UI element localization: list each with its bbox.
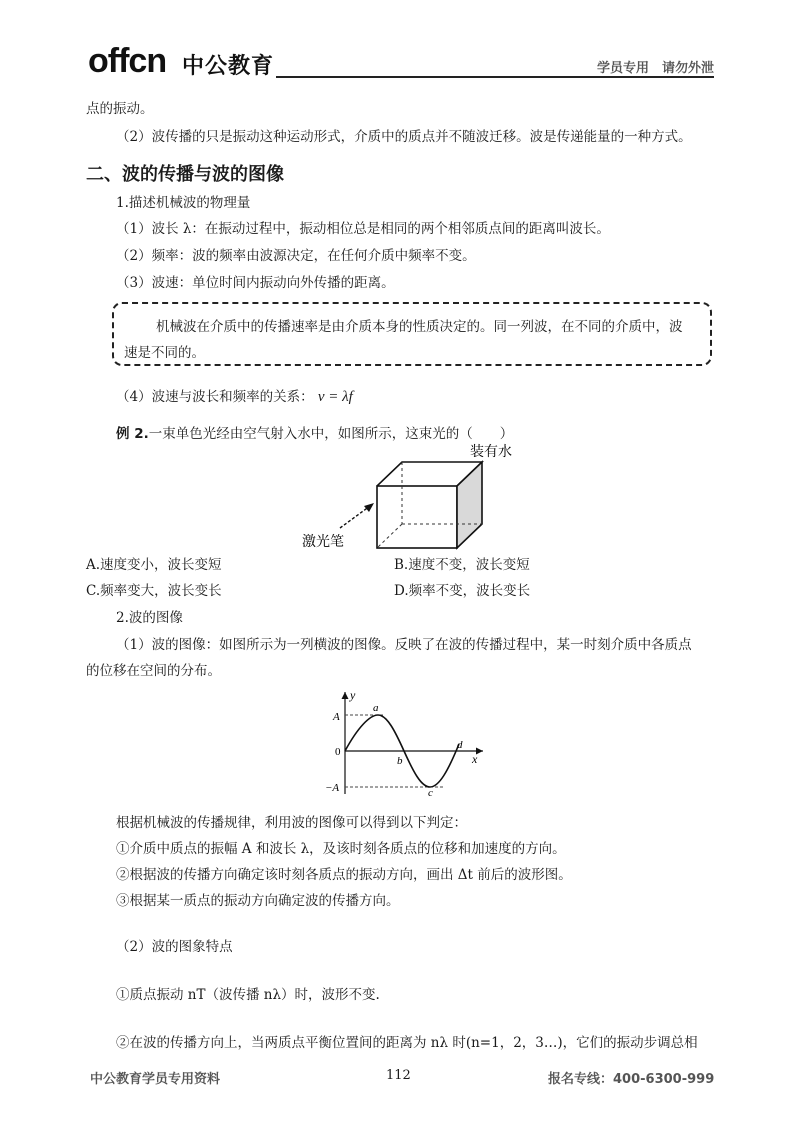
item-speed-relation-text: （4）波速与波长和频率的关系： — [116, 389, 314, 405]
header-divider — [276, 76, 714, 78]
label-point-a: a — [373, 702, 379, 714]
label-water: 装有水 — [470, 445, 512, 460]
label-point-d: d — [457, 739, 463, 751]
example-question: 一束单色光经由空气射入水中，如图所示，这束光的（ ） — [148, 426, 514, 442]
x-axis-label: x — [472, 752, 478, 766]
item-frequency: （2）频率：波的频率由波源决定，在任何介质中频率不变。 — [116, 248, 476, 264]
label-origin: 0 — [335, 746, 341, 758]
item-wavelength: （1）波长 λ：在振动过程中，振动相位总是相同的两个相邻质点间的距离叫波长。 — [116, 221, 610, 237]
label-amplitude: A — [333, 711, 340, 723]
footer-hotline: 报名专线：400-6300-999 — [548, 1072, 715, 1087]
graph-description-line-1: （1）波的图像：如图所示为一列横波的图像。反映了在波的传播过程中，某一时刻介质中各质点 — [116, 637, 692, 653]
header-notice: 学员专用 请勿外泄 — [596, 61, 714, 76]
judge-2: ②根据波的传播方向确定该时刻各质点的振动方向，画出 Δt 前后的波形图。 — [116, 867, 572, 883]
y-axis-label: y — [350, 688, 356, 702]
laser-arrowhead — [364, 503, 374, 512]
page-number: 112 — [386, 1068, 411, 1083]
subsection-title-quantities: 1.描述机械波的物理量 — [116, 195, 251, 211]
note-line-1: 机械波在介质中的传播速率是由介质本身的性质决定的。同一列波，在不同的介质中，波 — [156, 319, 683, 335]
figure-wave-graph — [325, 686, 495, 798]
figure-water-box — [290, 440, 520, 560]
judge-3: ③根据某一质点的振动方向确定波的传播方向。 — [116, 893, 400, 909]
box-front-face — [377, 486, 457, 548]
label-laser: 激光笔 — [302, 535, 344, 550]
item-wave-speed: （3）波速：单位时间内振动向外传播的距离。 — [116, 275, 395, 291]
section-title: 二、波的传播与波的图像 — [86, 164, 284, 185]
judge-1: ①介质中质点的振幅 A 和波长 λ，及该时刻各质点的位移和加速度的方向。 — [116, 841, 566, 857]
option-a: A.速度变小，波长变短 — [86, 557, 222, 573]
paragraph-wave-propagation: （2）波传播的只是振动这种运动形式，介质中的质点并不随波迁移。波是传递能量的一种方式。 — [116, 129, 692, 145]
paragraph-continuation: 点的振动。 — [86, 101, 154, 117]
option-d: D.频率不变，波长变长 — [394, 583, 531, 599]
feature-2: ②在波的传播方向上，当两质点平衡位置间的距离为 nλ 时(n=1，2，3…)，它们的振动步调总相 — [116, 1035, 698, 1051]
option-c: C.频率变大，波长变长 — [86, 583, 222, 599]
logo-chinese-name: 中公教育 — [182, 54, 275, 79]
label-neg-amplitude: −A — [325, 782, 340, 794]
box-right-face — [457, 462, 482, 548]
subsection-title-graph: 2.波的图像 — [116, 610, 183, 626]
logo-offcn: offcn — [88, 42, 167, 80]
feature-title: （2）波的图象特点 — [116, 939, 233, 955]
graph-description-line-2: 的位移在空间的分布。 — [86, 663, 221, 679]
footer-left: 中公教育学员专用资料 — [90, 1072, 221, 1087]
label-point-b: b — [397, 755, 403, 767]
judge-intro: 根据机械波的传播规律，利用波的图像可以得到以下判定： — [116, 815, 467, 831]
formula-v-lambda-f: v = λf — [317, 389, 353, 405]
box-hidden-edge — [377, 524, 402, 548]
option-b: B.速度不变，波长变短 — [394, 557, 530, 573]
item-speed-relation — [116, 388, 353, 406]
laser-beam — [340, 506, 370, 528]
example-label: 例 2. — [116, 426, 149, 442]
note-line-2: 速是不同的。 — [124, 345, 205, 361]
feature-1: ①质点振动 nT（波传播 nλ）时，波形不变. — [116, 987, 380, 1003]
label-point-c: c — [428, 787, 433, 798]
